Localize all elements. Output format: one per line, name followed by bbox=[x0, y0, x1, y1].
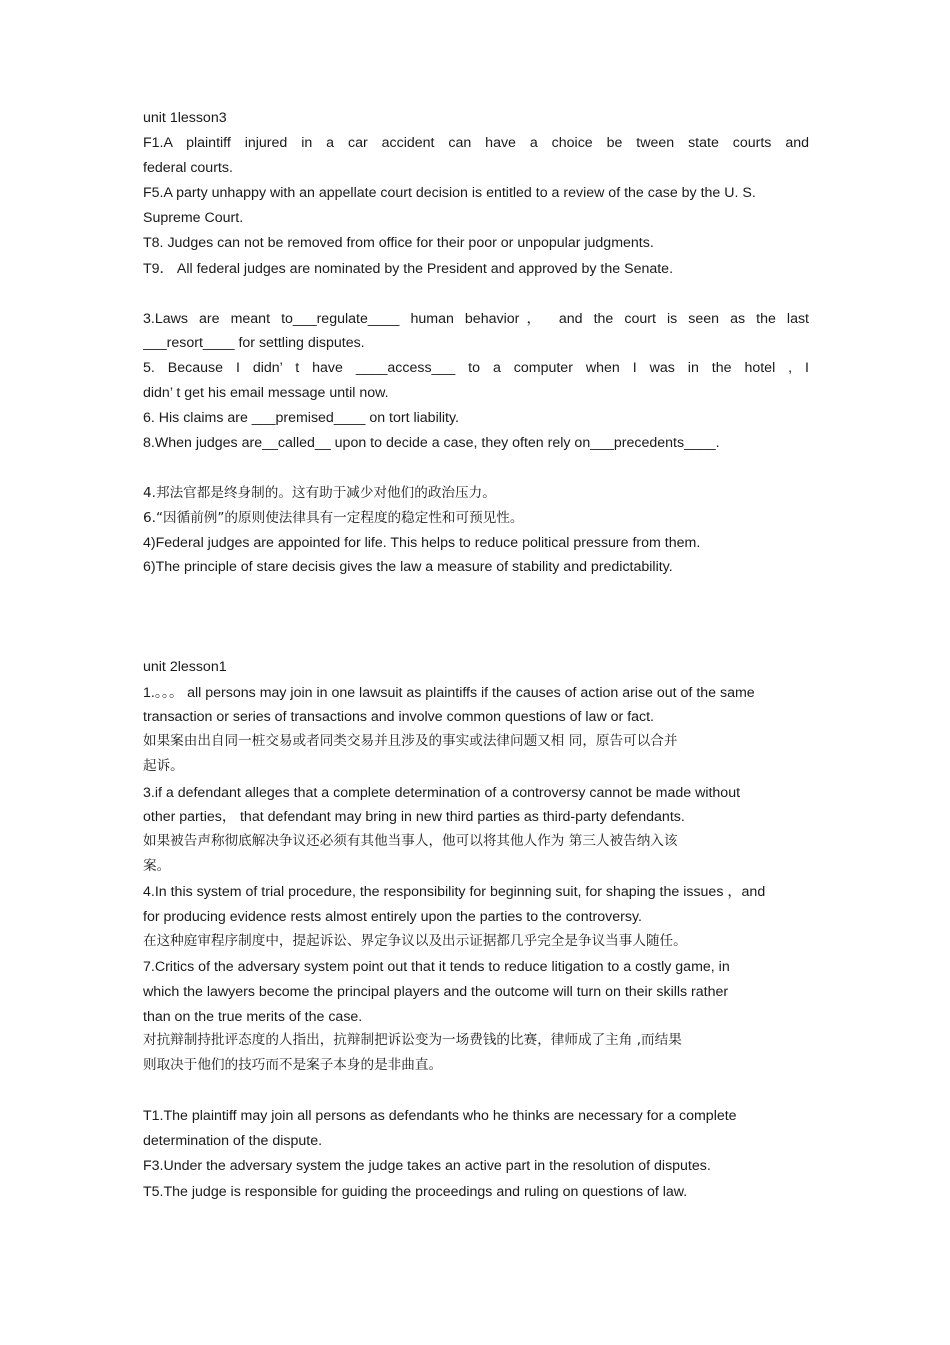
unit2-line-3-zh-cont: 案。 bbox=[143, 858, 171, 874]
unit2-line-t1: T1.The plaintiff may join all persons as defendants who he thinks are necessary for a complete bbox=[143, 1108, 737, 1124]
unit2-line-4: 4.In this system of trial procedure, the responsibility for beginning suit, for shaping the issues ，and bbox=[143, 884, 766, 900]
unit2-line-7-cont: which the lawyers become the principal players and the outcome will turn on their skills rather bbox=[143, 984, 729, 1000]
unit2-line-7-zh: 对抗辩制持批评态度的人指出，抗辩制把诉讼变为一场费钱的比赛，律师成了主角 ,而结果 bbox=[143, 1032, 682, 1048]
unit1-line-q3: 3.Laws are meant to___regulate____ human behavior， and the court is seen as the last bbox=[143, 311, 809, 327]
unit1-line-f1-cont: federal courts. bbox=[143, 160, 233, 176]
unit2-line-7-zh-cont: 则取决于他们的技巧而不是案子本身的是非曲直。 bbox=[143, 1057, 443, 1073]
unit1-line-t8: T8. Judges can not be removed from office for their poor or unpopular judgments. bbox=[143, 235, 654, 251]
unit2-line-1-cont: transaction or series of transactions and involve common questions of law or fact. bbox=[143, 709, 654, 725]
unit1-line-zh6: 6.“因循前例”的原则使法律具有一定程度的稳定性和可预见性。 bbox=[143, 510, 524, 526]
unit2-line-7: 7.Critics of the adversary system point out that it tends to reduce litigation to a costly game, in bbox=[143, 959, 730, 975]
unit1-line-q5-cont: didn’ t get his email message until now. bbox=[143, 385, 389, 401]
unit1-line-f5-cont: Supreme Court. bbox=[143, 210, 244, 226]
unit2-heading: unit 2lesson1 bbox=[143, 659, 227, 675]
unit1-line-en4: 4)Federal judges are appointed for life. This helps to reduce political pressure from them. bbox=[143, 535, 701, 551]
unit1-line-q3-cont: ___resort____ for settling disputes. bbox=[143, 335, 365, 351]
unit1-line-zh4: 4.邦法官都是终身制的。这有助于减少对他们的政治压力。 bbox=[143, 485, 496, 501]
unit2-line-4-cont: for producing evidence rests almost entirely upon the parties to the controversy. bbox=[143, 909, 642, 925]
unit2-line-3-zh: 如果被告声称彻底解决争议还必须有其他当事人，他可以将其他人作为 第三人被告纳入该 bbox=[143, 833, 678, 849]
unit1-line-q6: 6. His claims are ___premised____ on tort liability. bbox=[143, 410, 459, 426]
unit1-line-f1: F1.A plaintiff injured in a car accident can have a choice be tween state courts and bbox=[143, 135, 809, 151]
unit2-line-7-cont2: than on the true merits of the case. bbox=[143, 1009, 363, 1025]
unit1-line-en6: 6)The principle of stare decisis gives the law a measure of stability and predictability. bbox=[143, 559, 673, 575]
unit1-line-q5: 5. Because I didn’ t have ____access___ to a computer when I was in the hotel , I bbox=[143, 360, 809, 376]
unit2-line-f3: F3.Under the adversary system the judge takes an active part in the resolution of disputes. bbox=[143, 1158, 711, 1174]
unit2-line-1-zh-cont: 起诉。 bbox=[143, 758, 184, 774]
unit2-line-1-zh: 如果案由出自同一桩交易或者同类交易并且涉及的事实或法律问题又相 同，原告可以合并 bbox=[143, 733, 678, 749]
unit2-line-4-zh: 在这种庭审程序制度中，提起诉讼、界定争议以及出示证据都几乎完全是争议当事人随任。 bbox=[143, 933, 687, 949]
unit1-line-t9: T9． All federal judges are nominated by the President and approved by the Senate. bbox=[143, 261, 674, 277]
unit2-line-1: 1.。。。 all persons may join in one lawsuit as plaintiffs if the causes of action arise out of the same bbox=[143, 685, 755, 701]
unit2-line-t1-cont: determination of the dispute. bbox=[143, 1133, 323, 1149]
unit1-line-f5: F5.A party unhappy with an appellate court decision is entitled to a review of the case by the U. S. bbox=[143, 185, 756, 201]
unit2-line-3: 3.if a defendant alleges that a complete determination of a controversy cannot be made without bbox=[143, 785, 741, 801]
unit2-line-t5: T5.The judge is responsible for guiding the proceedings and ruling on questions of law. bbox=[143, 1184, 688, 1200]
unit1-heading: unit 1lesson3 bbox=[143, 110, 227, 126]
unit1-line-q8: 8.When judges are__called__ upon to decide a case, they often rely on___precedents____. bbox=[143, 435, 720, 451]
unit2-line-3-cont: other parties， that defendant may bring in new third parties as third-party defendants. bbox=[143, 809, 685, 825]
